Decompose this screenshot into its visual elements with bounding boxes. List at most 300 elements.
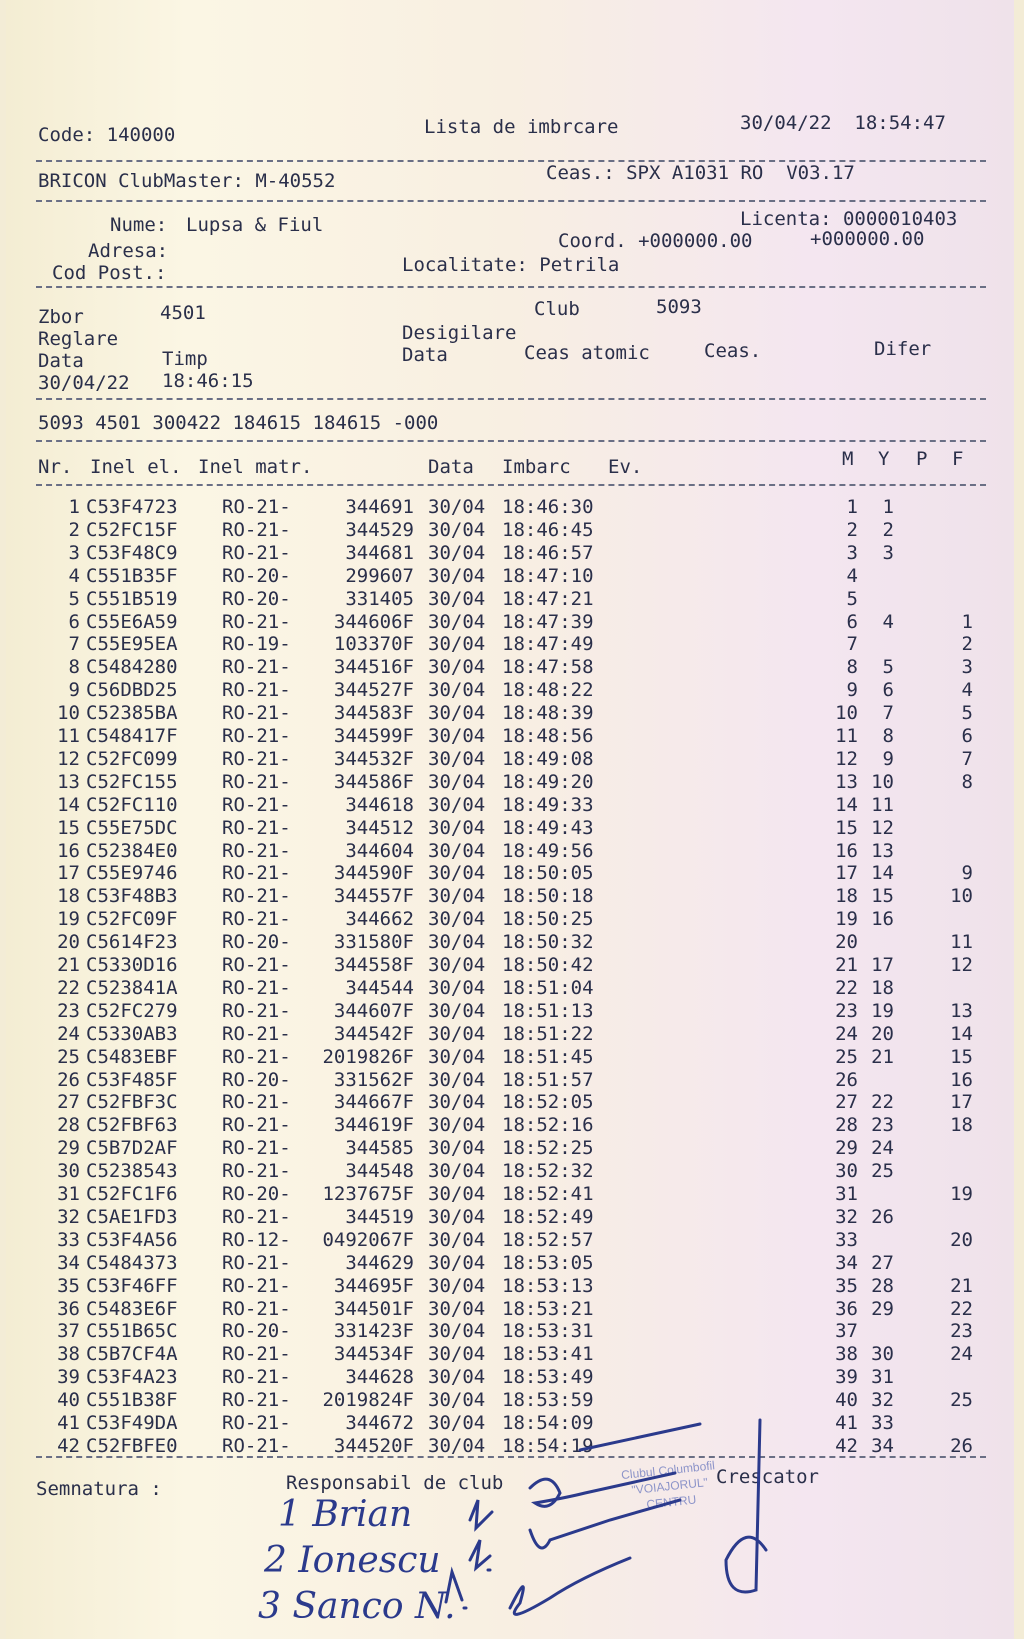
y-position: 3 [882,541,894,564]
y-position: 32 [871,1389,894,1412]
row-number: 29 [57,1137,80,1160]
f-position: 19 [950,1183,973,1205]
col-inel-el: Inel el. [90,456,182,478]
timp-label: Timp [162,348,208,370]
m-position: 2 [846,518,858,541]
arrival-date: 30/04 [428,1228,486,1251]
arrival-time: 18:51:22 [502,1022,594,1045]
arrival-time: 18:52:41 [502,1183,594,1205]
m-position: 9 [846,679,858,702]
signature-line-2 [530,1500,680,1548]
y-position: 29 [871,1297,894,1320]
ring-number: 344606F [333,610,414,633]
y-position: 12 [871,816,894,839]
ring-number: 0492067F [322,1228,414,1251]
m-position: 12 [835,747,858,770]
electronic-ring: C52FC099 [86,747,178,770]
arrival-date: 30/04 [428,1205,486,1228]
y-position: 10 [871,770,894,793]
f-position: 4 [961,679,973,702]
m-position: 15 [835,816,858,839]
m-position: 22 [835,976,858,999]
m-position: 5 [846,587,858,610]
arrival-date: 30/04 [428,954,486,976]
m-position: 34 [835,1251,858,1274]
arrival-time: 18:49:33 [502,793,594,816]
row-number: 13 [57,770,80,793]
f-position: 11 [950,931,973,954]
row-number: 17 [57,862,80,885]
y-position: 27 [871,1251,894,1274]
coordinates: Coord. +000000.00 [558,230,753,252]
row-number: 15 [57,816,80,839]
difer-label: Difer [874,338,932,360]
row-number: 20 [57,931,80,954]
arrival-date: 30/04 [428,679,486,702]
m-position: 19 [835,908,858,931]
electronic-ring: C53F4723 [86,496,178,518]
row-number: 28 [57,1114,80,1137]
f-position: 3 [961,656,973,679]
ring-number: 344558F [333,954,414,976]
reglare-date: 30/04/22 [38,372,130,394]
ring-prefix: RO-21- [222,862,291,885]
f-position: 1 [961,610,973,633]
ring-prefix: RO-21- [222,1251,291,1274]
row-number: 8 [68,656,80,679]
arrival-time: 18:50:05 [502,862,594,885]
ring-prefix: RO-21- [222,1366,291,1389]
ring-prefix: RO-21- [222,999,291,1022]
electronic-ring: C53F4A56 [86,1228,178,1251]
row-number: 9 [68,679,80,702]
f-position: 9 [961,862,973,885]
arrival-time: 18:47:10 [502,564,594,587]
row-number: 40 [57,1389,80,1412]
row-number: 25 [57,1045,80,1068]
m-position: 28 [835,1114,858,1137]
initial-scribble-2 [470,1540,490,1570]
electronic-ring: C52385BA [86,702,178,725]
y-position: 11 [871,793,894,816]
arrival-time: 18:49:43 [502,816,594,839]
licence: Licenta: 0000010403 [740,208,958,230]
m-position: 41 [835,1412,858,1434]
electronic-ring: C53F46FF [86,1274,178,1297]
ring-prefix: RO-21- [222,496,291,518]
electronic-ring: C5483E6F [86,1297,178,1320]
ring-number: 344585 [345,1137,414,1160]
row-number: 35 [57,1274,80,1297]
y-position: 9 [882,747,894,770]
ring-number: 344586F [333,770,414,793]
y-position: 21 [871,1045,894,1068]
arrival-time: 18:53:49 [502,1366,594,1389]
f-position: 7 [961,747,973,770]
electronic-ring: C52FBF63 [86,1114,178,1137]
ring-number: 344691 [345,496,414,518]
m-position: 3 [846,541,858,564]
ring-number: 344542F [333,1022,414,1045]
arrival-time: 18:49:56 [502,839,594,862]
arrival-time: 18:53:21 [502,1297,594,1320]
ring-prefix: RO-21- [222,1274,291,1297]
ring-prefix: RO-21- [222,679,291,702]
responsabil-signature [530,1473,675,1506]
ring-prefix: RO-21- [222,1412,291,1434]
tick-stroke [580,1424,700,1450]
m-position: 23 [835,999,858,1022]
f-position: 21 [950,1274,973,1297]
y-position: 5 [882,656,894,679]
coordinates-2: +000000.00 [810,228,925,250]
y-position: 30 [871,1343,894,1366]
ring-number: 344662 [345,908,414,931]
cod-post-label: Cod Post.: [52,262,167,284]
f-position: 26 [950,1434,973,1457]
m-position: 13 [835,770,858,793]
club-label: Club [534,298,580,320]
ring-prefix: RO-21- [222,908,291,931]
f-position: 22 [950,1297,973,1320]
arrival-time: 18:47:49 [502,633,594,656]
arrival-time: 18:52:16 [502,1114,594,1137]
electronic-ring: C5484280 [86,656,178,679]
crescator-label: Crescator [716,1466,819,1488]
electronic-ring: C5AE1FD3 [86,1205,178,1228]
electronic-ring: C55E6A59 [86,610,178,633]
y-position: 28 [871,1274,894,1297]
electronic-ring: C551B35F [86,564,178,587]
arrival-date: 30/04 [428,1434,486,1457]
m-position: 10 [835,702,858,725]
arrival-date: 30/04 [428,1183,486,1205]
arrival-time: 18:53:59 [502,1389,594,1412]
electronic-ring: C5330AB3 [86,1022,178,1045]
row-number: 4 [68,564,80,587]
arrival-time: 18:52:05 [502,1091,594,1114]
ring-number: 331562F [333,1068,414,1091]
row-number: 32 [57,1205,80,1228]
arrival-date: 30/04 [428,610,486,633]
row-number: 10 [57,702,80,725]
ring-prefix: RO-21- [222,1114,291,1137]
col-m: M [842,448,854,470]
row-number: 33 [57,1228,80,1251]
handwritten-name-3: 3 Sanco N. [258,1586,456,1627]
arrival-time: 18:51:13 [502,999,594,1022]
f-position: 6 [961,725,973,747]
ring-number: 331580F [333,931,414,954]
m-position: 4 [846,564,858,587]
arrival-time: 18:53:13 [502,1274,594,1297]
electronic-ring: C5483EBF [86,1045,178,1068]
ring-number: 344590F [333,862,414,885]
arrival-date: 30/04 [428,793,486,816]
row-number: 26 [57,1068,80,1091]
ring-prefix: RO-20- [222,1068,291,1091]
row-number: 16 [57,839,80,862]
arrival-date: 30/04 [428,725,486,747]
y-position: 24 [871,1137,894,1160]
ceas-label: Ceas. [704,340,762,362]
arrival-date: 30/04 [428,862,486,885]
arrival-time: 18:48:56 [502,725,594,747]
electronic-ring: C5330D16 [86,954,178,976]
ring-number: 344619F [333,1114,414,1137]
ring-number: 344520F [333,1434,414,1457]
row-number: 2 [68,518,80,541]
f-position: 18 [950,1114,973,1137]
y-position: 33 [871,1412,894,1434]
ring-prefix: RO-21- [222,541,291,564]
m-position: 27 [835,1091,858,1114]
ring-number: 2019826F [322,1045,414,1068]
arrival-time: 18:54:09 [502,1412,594,1434]
electronic-ring: C52FBF3C [86,1091,178,1114]
ring-prefix: RO-20- [222,587,291,610]
m-position: 42 [835,1434,858,1457]
ring-prefix: RO-12- [222,1228,291,1251]
arrival-date: 30/04 [428,1343,486,1366]
electronic-ring: C551B38F [86,1389,178,1412]
col-ev: Ev. [608,456,643,478]
ring-prefix: RO-20- [222,1183,291,1205]
arrival-date: 30/04 [428,1137,486,1160]
electronic-ring: C548417F [86,725,178,747]
owner-name: Lupsa & Fiul [186,214,324,236]
ring-prefix: RO-20- [222,931,291,954]
ring-number: 344544 [345,976,414,999]
m-position: 8 [846,656,858,679]
m-position: 17 [835,862,858,885]
row-number: 7 [68,633,80,656]
m-position: 16 [835,839,858,862]
f-position: 25 [950,1389,973,1412]
ring-prefix: RO-20- [222,1320,291,1343]
row-number: 23 [57,999,80,1022]
ring-prefix: RO-20- [222,564,291,587]
arrival-time: 18:46:30 [502,496,594,518]
arrival-date: 30/04 [428,931,486,954]
ring-prefix: RO-19- [222,633,291,656]
electronic-ring: C52FC09F [86,908,178,931]
ring-prefix: RO-21- [222,1091,291,1114]
ring-number: 299607 [345,564,414,587]
arrival-date: 30/04 [428,1297,486,1320]
y-position: 2 [882,518,894,541]
ring-number: 344534F [333,1343,414,1366]
arrival-date: 30/04 [428,541,486,564]
arrival-date: 30/04 [428,656,486,679]
ring-number: 344629 [345,1251,414,1274]
ring-number: 1237675F [322,1183,414,1205]
y-position: 17 [871,954,894,976]
f-position: 13 [950,999,973,1022]
arrival-time: 18:49:20 [502,770,594,793]
electronic-ring: C52FC279 [86,999,178,1022]
arrival-date: 30/04 [428,816,486,839]
clock-info: Ceas.: SPX A1031 RO V03.17 [546,162,855,184]
nume-label: Nume: [110,214,168,236]
y-position: 31 [871,1366,894,1389]
ring-prefix: RO-21- [222,1160,291,1183]
arrival-date: 30/04 [428,496,486,518]
ring-number: 331405 [345,587,414,610]
arrival-time: 18:50:18 [502,885,594,908]
y-position: 6 [882,679,894,702]
data2-label: Data [402,344,448,366]
initial-scribble-3 [446,1572,466,1608]
ring-prefix: RO-21- [222,518,291,541]
row-number: 30 [57,1160,80,1183]
ring-number: 344529 [345,518,414,541]
zbor-value: 4501 [160,302,206,324]
arrival-date: 30/04 [428,1366,486,1389]
row-number: 12 [57,747,80,770]
reglare-time: 18:46:15 [162,370,254,392]
m-position: 29 [835,1137,858,1160]
y-position: 20 [871,1022,894,1045]
arrival-date: 30/04 [428,1320,486,1343]
arrival-date: 30/04 [428,999,486,1022]
f-position: 14 [950,1022,973,1045]
y-position: 8 [882,725,894,747]
ring-prefix: RO-21- [222,954,291,976]
row-number: 19 [57,908,80,931]
ring-number: 344681 [345,541,414,564]
arrival-date: 30/04 [428,633,486,656]
ring-prefix: RO-21- [222,976,291,999]
electronic-ring: C55E75DC [86,816,178,839]
ring-prefix: RO-21- [222,793,291,816]
f-position: 2 [961,633,973,656]
ring-prefix: RO-21- [222,1434,291,1457]
electronic-ring: C52FC155 [86,770,178,793]
data-label: Data [38,350,84,372]
print-datetime: 30/04/22 18:54:47 [740,112,946,134]
desigilare-label: Desigilare [402,322,517,344]
electronic-ring: C52FC1F6 [86,1183,178,1205]
electronic-ring: C53F48B3 [86,885,178,908]
electronic-ring: C5B7CF4A [86,1343,178,1366]
m-position: 38 [835,1343,858,1366]
code-label: Code: 140000 [38,124,176,146]
arrival-date: 30/04 [428,1389,486,1412]
electronic-ring: C52FC110 [86,793,178,816]
f-position: 16 [950,1068,973,1091]
row-number: 37 [57,1320,80,1343]
arrival-time: 18:50:25 [502,908,594,931]
m-position: 21 [835,954,858,976]
col-p: P [916,448,928,470]
y-position: 1 [882,496,894,518]
y-position: 19 [871,999,894,1022]
ring-prefix: RO-21- [222,725,291,747]
y-position: 23 [871,1114,894,1137]
ring-number: 344604 [345,839,414,862]
ring-prefix: RO-21- [222,1045,291,1068]
row-number: 22 [57,976,80,999]
electronic-ring: C551B65C [86,1320,178,1343]
arrival-date: 30/04 [428,770,486,793]
arrival-date: 30/04 [428,1274,486,1297]
electronic-ring: C551B519 [86,587,178,610]
arrival-date: 30/04 [428,1114,486,1137]
ring-number: 344583F [333,702,414,725]
arrival-time: 18:52:32 [502,1160,594,1183]
club-value: 5093 [656,296,702,318]
clubmaster-label: BRICON ClubMaster: M-40552 [38,170,336,192]
ring-prefix: RO-21- [222,770,291,793]
row-number: 38 [57,1343,80,1366]
arrival-time: 18:46:57 [502,541,594,564]
electronic-ring: C53F49DA [86,1412,178,1434]
arrival-time: 18:52:49 [502,1205,594,1228]
ring-number: 344628 [345,1366,414,1389]
arrival-date: 30/04 [428,1251,486,1274]
arrival-time: 18:53:41 [502,1343,594,1366]
ring-prefix: RO-21- [222,1022,291,1045]
electronic-ring: C5238543 [86,1160,178,1183]
m-position: 33 [835,1228,858,1251]
f-position: 17 [950,1091,973,1114]
handwritten-name-2: 2 Ionescu [264,1540,441,1581]
row-number: 31 [57,1183,80,1205]
m-position: 14 [835,793,858,816]
m-position: 24 [835,1022,858,1045]
ring-prefix: RO-21- [222,610,291,633]
arrival-date: 30/04 [428,1091,486,1114]
arrival-date: 30/04 [428,702,486,725]
arrival-date: 30/04 [428,885,486,908]
responsabil-label: Responsabil de club [286,1472,504,1494]
arrival-date: 30/04 [428,1045,486,1068]
flight-summary: 5093 4501 300422 184615 184615 -000 [38,412,439,434]
col-imbarc: Imbarc [502,456,571,478]
ring-prefix: RO-21- [222,1297,291,1320]
crescator-signature [726,1420,766,1592]
row-number: 14 [57,793,80,816]
y-position: 25 [871,1160,894,1183]
m-position: 20 [835,931,858,954]
ring-prefix: RO-21- [222,816,291,839]
reglare-label: Reglare [38,328,119,350]
arrival-time: 18:51:04 [502,976,594,999]
electronic-ring: C52384E0 [86,839,178,862]
f-position: 10 [950,885,973,908]
arrival-time: 18:48:39 [502,702,594,725]
y-position: 22 [871,1091,894,1114]
ring-number: 2019824F [322,1389,414,1412]
m-position: 37 [835,1320,858,1343]
ring-prefix: RO-21- [222,1137,291,1160]
arrival-time: 18:53:31 [502,1320,594,1343]
m-position: 26 [835,1068,858,1091]
ring-number: 344501F [333,1297,414,1320]
row-number: 42 [57,1434,80,1457]
arrival-time: 18:50:32 [502,931,594,954]
m-position: 35 [835,1274,858,1297]
ring-number: 344548 [345,1160,414,1183]
m-position: 36 [835,1297,858,1320]
electronic-ring: C523841A [86,976,178,999]
arrival-date: 30/04 [428,747,486,770]
row-number: 41 [57,1412,80,1434]
m-position: 1 [846,496,858,518]
f-position: 20 [950,1228,973,1251]
col-inel-matr: Inel matr. [198,456,313,478]
